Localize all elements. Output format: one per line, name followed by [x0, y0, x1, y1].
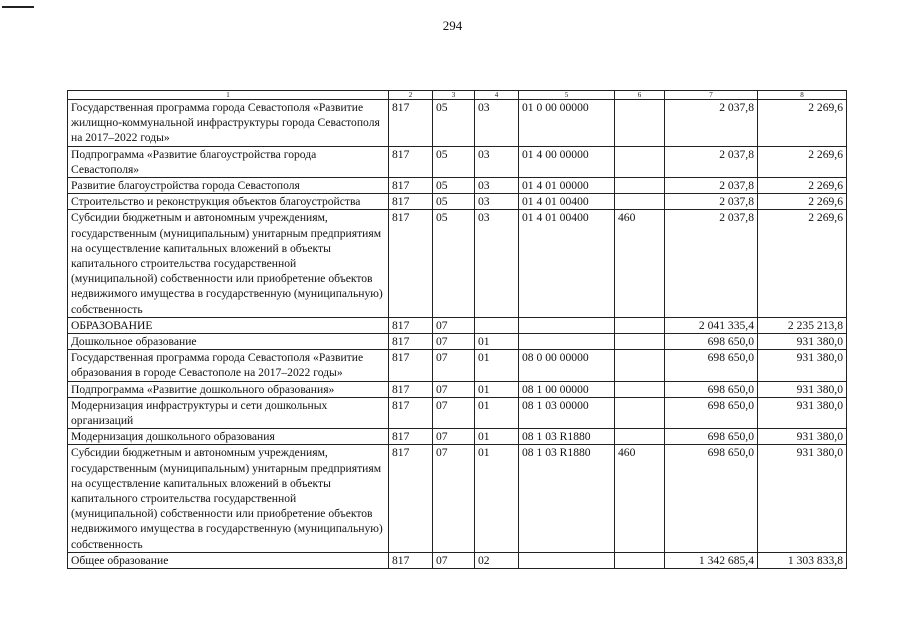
expense-type-code	[615, 381, 665, 397]
item-name: Государственная программа города Севастополя «Развитие жилищно-коммунальной инфраструктуры города Севастополя на 2017–2022 годы»	[68, 100, 389, 147]
section-code: 07	[433, 397, 475, 428]
ministry-code: 817	[389, 429, 433, 445]
column-number: 1	[68, 91, 389, 100]
subsection-code: 03	[475, 178, 519, 194]
table-row	[68, 552, 847, 568]
target-item-code: 01 4 01 00400	[519, 210, 615, 317]
expense-type-code	[615, 178, 665, 194]
table-row	[68, 210, 847, 317]
table-row	[68, 381, 847, 397]
table-row	[68, 146, 847, 177]
item-name: Строительство и реконструкция объектов благоустройства	[68, 194, 389, 210]
section-code: 05	[433, 210, 475, 317]
item-name: Модернизация дошкольного образования	[68, 429, 389, 445]
section-code: 07	[433, 334, 475, 350]
target-item-code	[519, 552, 615, 568]
amount-year-2: 931 380,0	[758, 397, 847, 428]
target-item-code: 08 0 00 00000	[519, 350, 615, 381]
subsection-code: 01	[475, 397, 519, 428]
amount-year-2: 931 380,0	[758, 381, 847, 397]
target-item-code	[519, 317, 615, 333]
budget-table	[67, 90, 847, 569]
section-code: 07	[433, 445, 475, 552]
subsection-code: 01	[475, 445, 519, 552]
amount-year-1: 2 037,8	[665, 100, 758, 147]
column-number: 5	[519, 91, 615, 100]
amount-year-2: 931 380,0	[758, 445, 847, 552]
expense-type-code: 460	[615, 445, 665, 552]
subsection-code: 01	[475, 334, 519, 350]
amount-year-2: 2 269,6	[758, 100, 847, 147]
item-name: Субсидии бюджетным и автономным учреждениям, государственным (муниципальным) унитарным предприятиям на осуществление капитальных вложений в объекты капитального строительства государственной (муниципальной) собственности или приобретение объектов недвижимого имущества в государственную (муниципальную) собственность	[68, 210, 389, 317]
expense-type-code	[615, 317, 665, 333]
expense-type-code	[615, 146, 665, 177]
ministry-code: 817	[389, 397, 433, 428]
subsection-code: 03	[475, 194, 519, 210]
table-row	[68, 445, 847, 552]
expense-type-code	[615, 194, 665, 210]
column-number: 7	[665, 91, 758, 100]
subsection-code: 03	[475, 210, 519, 317]
corner-scan-mark	[2, 6, 34, 8]
table-row	[68, 317, 847, 333]
ministry-code: 817	[389, 445, 433, 552]
table-row	[68, 194, 847, 210]
amount-year-1: 698 650,0	[665, 445, 758, 552]
amount-year-1: 698 650,0	[665, 350, 758, 381]
ministry-code: 817	[389, 210, 433, 317]
ministry-code: 817	[389, 178, 433, 194]
item-name: Подпрограмма «Развитие благоустройства города Севастополя»	[68, 146, 389, 177]
table-row	[68, 429, 847, 445]
amount-year-2: 2 269,6	[758, 194, 847, 210]
amount-year-2: 931 380,0	[758, 334, 847, 350]
subsection-code: 01	[475, 350, 519, 381]
amount-year-1: 698 650,0	[665, 397, 758, 428]
amount-year-2: 931 380,0	[758, 350, 847, 381]
target-item-code: 01 4 00 00000	[519, 146, 615, 177]
expense-type-code: 460	[615, 210, 665, 317]
column-number: 6	[615, 91, 665, 100]
table-row	[68, 397, 847, 428]
amount-year-1: 2 041 335,4	[665, 317, 758, 333]
expense-type-code	[615, 334, 665, 350]
target-item-code	[519, 334, 615, 350]
target-item-code: 08 1 03 R1880	[519, 445, 615, 552]
section-code: 07	[433, 381, 475, 397]
column-number: 4	[475, 91, 519, 100]
subsection-code: 03	[475, 146, 519, 177]
subsection-code	[475, 317, 519, 333]
amount-year-1: 698 650,0	[665, 334, 758, 350]
ministry-code: 817	[389, 146, 433, 177]
amount-year-2: 2 269,6	[758, 178, 847, 194]
item-name: Государственная программа города Севастополя «Развитие образования в городе Севастополе на 2017–2022 годы»	[68, 350, 389, 381]
section-code: 05	[433, 178, 475, 194]
target-item-code: 01 0 00 00000	[519, 100, 615, 147]
amount-year-1: 2 037,8	[665, 210, 758, 317]
amount-year-1: 2 037,8	[665, 146, 758, 177]
ministry-code: 817	[389, 334, 433, 350]
amount-year-1: 698 650,0	[665, 381, 758, 397]
subsection-code: 03	[475, 100, 519, 147]
item-name: Дошкольное образование	[68, 334, 389, 350]
ministry-code: 817	[389, 381, 433, 397]
target-item-code: 08 1 03 00000	[519, 397, 615, 428]
amount-year-1: 698 650,0	[665, 429, 758, 445]
section-code: 05	[433, 100, 475, 147]
table-row	[68, 100, 847, 147]
amount-year-2: 2 269,6	[758, 210, 847, 317]
ministry-code: 817	[389, 100, 433, 147]
item-name: Общее образование	[68, 552, 389, 568]
expense-type-code	[615, 429, 665, 445]
ministry-code: 817	[389, 194, 433, 210]
expense-type-code	[615, 397, 665, 428]
amount-year-1: 2 037,8	[665, 194, 758, 210]
amount-year-2: 2 235 213,8	[758, 317, 847, 333]
table-row	[68, 178, 847, 194]
section-code: 07	[433, 552, 475, 568]
ministry-code: 817	[389, 552, 433, 568]
section-code: 05	[433, 146, 475, 177]
amount-year-1: 2 037,8	[665, 178, 758, 194]
column-number: 2	[389, 91, 433, 100]
subsection-code: 01	[475, 429, 519, 445]
amount-year-1: 1 342 685,4	[665, 552, 758, 568]
item-name: Субсидии бюджетным и автономным учреждениям, государственным (муниципальным) унитарным предприятиям на осуществление капитальных вложений в объекты капитального строительства государственной (муниципальной) собственности или приобретение объектов недвижимого имущества в государственную (муниципальную) собственность	[68, 445, 389, 552]
target-item-code: 08 1 03 R1880	[519, 429, 615, 445]
amount-year-2: 1 303 833,8	[758, 552, 847, 568]
section-code: 05	[433, 194, 475, 210]
item-name: Модернизация инфраструктуры и сети дошкольных организаций	[68, 397, 389, 428]
table-row	[68, 334, 847, 350]
ministry-code: 817	[389, 317, 433, 333]
item-name: Развитие благоустройства города Севастополя	[68, 178, 389, 194]
section-code: 07	[433, 317, 475, 333]
target-item-code: 08 1 00 00000	[519, 381, 615, 397]
target-item-code: 01 4 01 00400	[519, 194, 615, 210]
subsection-code: 02	[475, 552, 519, 568]
subsection-code: 01	[475, 381, 519, 397]
amount-year-2: 2 269,6	[758, 146, 847, 177]
amount-year-2: 931 380,0	[758, 429, 847, 445]
item-name: Подпрограмма «Развитие дошкольного образования»	[68, 381, 389, 397]
expense-type-code	[615, 350, 665, 381]
column-number: 8	[758, 91, 847, 100]
ministry-code: 817	[389, 350, 433, 381]
item-name: ОБРАЗОВАНИЕ	[68, 317, 389, 333]
table-row	[68, 350, 847, 381]
expense-type-code	[615, 552, 665, 568]
target-item-code: 01 4 01 00000	[519, 178, 615, 194]
column-number-row	[68, 91, 847, 100]
section-code: 07	[433, 429, 475, 445]
page-number: 294	[442, 18, 463, 33]
expense-type-code	[615, 100, 665, 147]
column-number: 3	[433, 91, 475, 100]
section-code: 07	[433, 350, 475, 381]
